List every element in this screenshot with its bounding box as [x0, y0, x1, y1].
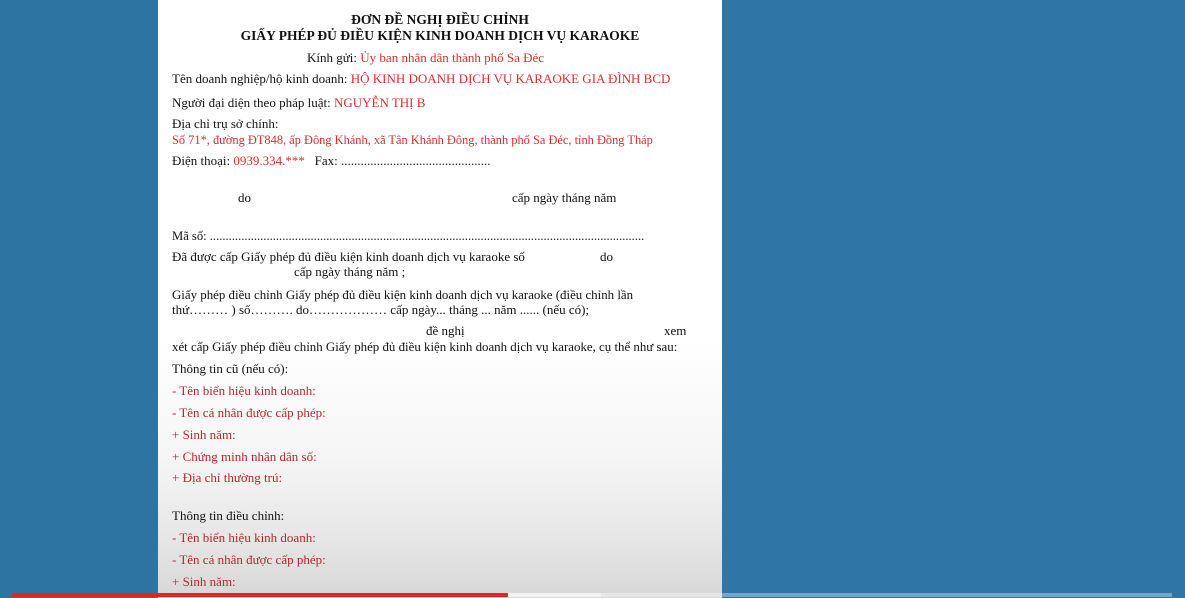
licensed-line2: cấp ngày tháng năm ; [294, 264, 406, 279]
new-info-heading: Thông tin điều chỉnh: [172, 508, 285, 523]
representative-label: Người đại diện theo pháp luật: [172, 95, 334, 110]
address-label: Địa chỉ trụ sở chính: [172, 116, 279, 131]
request-line2: xét cấp Giấy phép điều chỉnh Giấy phép đủ điều kiện kinh doanh dịch vụ karaoke, cụ thể như sau: [172, 340, 678, 354]
document-page [158, 0, 722, 598]
phone-row [172, 153, 491, 169]
video-progress-bar[interactable] [12, 593, 1172, 597]
old-item: - Tên cá nhân được cấp phép: [172, 405, 326, 420]
old-info-heading: Thông tin cũ (nếu có): [172, 361, 289, 376]
document-title-line1: ĐƠN ĐỀ NGHỊ ĐIỀU CHỈNH [351, 12, 529, 27]
recipient-row [307, 50, 544, 66]
representative-value: NGUYỄN THỊ B [333, 95, 426, 110]
adjusted-line1: Giấy phép điều chỉnh Giấy phép đủ điều kiện kinh doanh dịch vụ karaoke (điều chỉnh lần [172, 288, 634, 302]
video-played-bar [12, 593, 508, 597]
recipient-value: Ủy ban nhân dân thành phố Sa Đéc [360, 50, 545, 65]
new-item: + Sinh năm: [172, 574, 236, 589]
business-label: Tên doanh nghiệp/hộ kinh doanh: [172, 71, 351, 86]
phone-value: 0939.334.*** [233, 153, 305, 168]
code-row: Mã số: .......................................................................................................................................... [172, 229, 645, 243]
business-value: HỘ KINH DOANH DỊCH VỤ KARAOKE GIA ĐÌNH BCD [350, 71, 671, 86]
new-item: - Tên cá nhân được cấp phép: [172, 552, 326, 567]
document-title-line2: GIẤY PHÉP ĐỦ ĐIỀU KIỆN KINH DOANH DỊCH VỤ KARAOKE [240, 28, 640, 43]
request-de-nghi: đề nghị [426, 323, 465, 338]
licensed-line1: Đã được cấp Giấy phép đủ điều kiện kinh doanh dịch vụ karaoke số [172, 249, 525, 264]
left-background [0, 0, 158, 598]
document-content [158, 0, 722, 598]
business-row [172, 71, 670, 87]
registration-date: cấp ngày tháng năm [512, 190, 617, 205]
address-value: Số 71*, đường ĐT848, ấp Đông Khánh, xã Tân Khánh Đông, thành phố Sa Đéc, tỉnh Đồng Tháp [172, 133, 653, 147]
new-item: - Tên biển hiệu kinh doanh: [172, 530, 316, 545]
request-xem: xem [664, 323, 687, 338]
recipient-label: Kính gửi: [307, 50, 361, 65]
right-background [722, 0, 1185, 598]
licensed-do: do [600, 249, 613, 264]
representative-row [172, 95, 425, 111]
adjusted-line2: thứ……… ) số………. do……………… cấp ngày... tháng ... năm ...... (nếu có); [172, 302, 590, 317]
fax-label: Fax: .............................................. [314, 153, 491, 168]
old-item: - Tên biển hiệu kinh doanh: [172, 383, 316, 398]
old-item: + Địa chỉ thường trú: [172, 470, 283, 485]
registration-do: do [238, 190, 251, 205]
phone-label: Điện thoại: [172, 153, 234, 168]
old-item: + Chứng minh nhân dân số: [172, 449, 317, 464]
old-item: + Sinh năm: [172, 427, 236, 442]
